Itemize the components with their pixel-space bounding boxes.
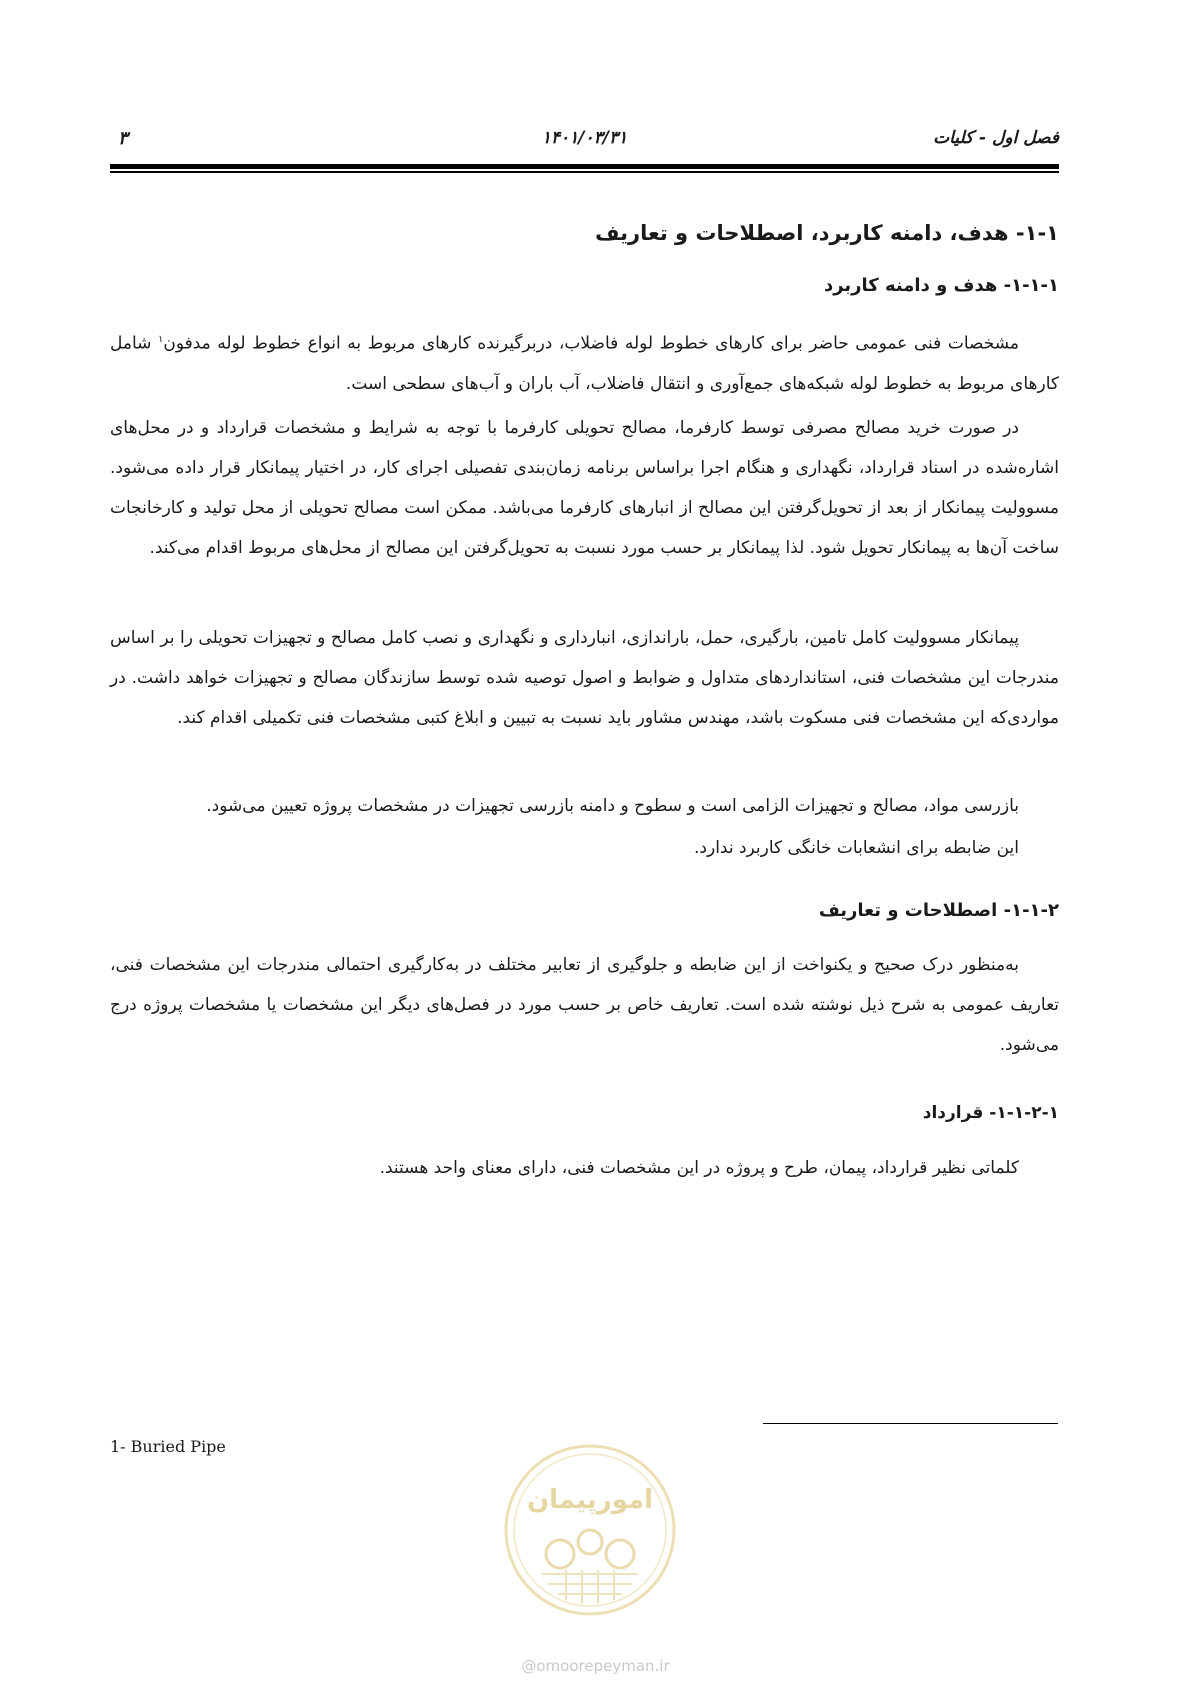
paragraph-inspection: بازرسی مواد، مصالح و تجهیزات الزامی است و سطوح و دامنه بازرسی تجهیزات در مشخصات پروژه تعیین می‌شود. — [206, 796, 1019, 816]
watermark-logo-text: امورپیمان — [526, 1485, 654, 1515]
chapter-title: فصل اول - کلیات — [933, 128, 1059, 148]
section-heading-1-1: ۱-۱- هدف، دامنه کاربرد، اصطلاحات و تعاریف — [595, 221, 1059, 245]
paragraph-scope-text: مشخصات فنی عمومی حاضر برای کارهای خطوط لوله فاضلاب، دربرگیرنده کارهای مربوط به انواع خطوط لوله مدفون — [163, 333, 1019, 354]
paragraph-definitions: به‌منظور درک صحیح و یکنواخت از این ضابطه و جلوگیری از تعابیر مختلف در به‌کارگیری احتمالی مندرجات این مشخصات فنی، تعاریف عمومی به شرح ذیل نوشته شده است. تعاریف خاص بر حسب مورد در فصل‌های دیگر این مشخصات یا مشخصات پروژه درج می‌شود. — [110, 955, 1059, 1055]
header-rule-thick — [110, 164, 1059, 169]
watermark-logo-icon — [502, 1442, 678, 1618]
watermark-logo — [502, 1442, 678, 1618]
paragraph-house-connections: این ضابطه برای انشعابات خانگی کاربرد ندارد. — [694, 838, 1019, 858]
footnote-ref: ۱ — [157, 334, 164, 345]
paragraph-contractor-responsibility: پیمانکار مسوولیت کامل تامین، بارگیری، حمل، باراندازی، انبارداری و نگهداری و نصب کامل مصالح و تجهیزات تحویلی را بر اساس مندرجات این مشخصات فنی، استانداردهای متداول و ضوابط و اصول توصیه شده توسط سازندگان مصالح و تجهیزات خواهد داشت. در مواردی‌که این مشخصات فنی مسکوت باشد، مهندس مشاور باید نسبت به تبیین و ابلاغ کتبی مشخصات فنی تکمیلی اقدام کند. — [110, 628, 1059, 728]
paragraph-client-materials: در صورت خرید مصالح مصرفی توسط کارفرما، مصالح تحویلی کارفرما با توجه به شرایط و مشخصات قرارداد و در محل‌های اشاره‌شده در اسناد قرارداد، نگهداری و هنگام اجرا براساس برنامه زمان‌بندی تفصیلی اجرای کار، در اختیار پیمانکار قرار داده می‌شود. مسوولیت پیمانکار از بعد از تحویل‌گرفتن این مصالح از انبارهای کارفرما می‌باشد. ممکن است مصالح تحویلی از محل تولید و کارخانجات ساخت آن‌ها به پیمانکار تحویل شود. لذا پیمانکار بر حسب مورد نسبت به تحویل‌گرفتن این مصالح از محل‌های مربوط اقدام می‌کند. — [110, 418, 1059, 558]
paragraph-scope-tail: شامل کارهای مربوط به خطوط لوله شبکه‌های جمع‌آوری و انتقال فاضلاب، آب باران و آب‌های سطحی است. — [110, 333, 1059, 394]
header-rule-thin — [110, 171, 1059, 173]
footnote-text: 1- Buried Pipe — [110, 1437, 226, 1456]
paragraph-scope — [110, 320, 1059, 404]
page-header — [110, 128, 1059, 158]
section-heading-1-1-1: ۱-۱-۱- هدف و دامنه کاربرد — [823, 275, 1059, 296]
section-heading-1-1-2: ۱-۱-۲- اصطلاحات و تعاریف — [818, 900, 1059, 921]
footnote-separator — [763, 1423, 1058, 1424]
watermark-url: @omoorepeyman.ir — [521, 1657, 670, 1675]
section-heading-1-1-2-1: ۱-۱-۲-۱- قرارداد — [922, 1103, 1059, 1123]
page-number: ۳ — [118, 128, 128, 149]
header-date: ۱۴۰۱/۰۳/۳۱ — [541, 128, 628, 148]
paragraph-contract: کلماتی نظیر قرارداد، پیمان، طرح و پروژه در این مشخصات فنی، دارای معنای واحد هستند. — [379, 1158, 1019, 1178]
